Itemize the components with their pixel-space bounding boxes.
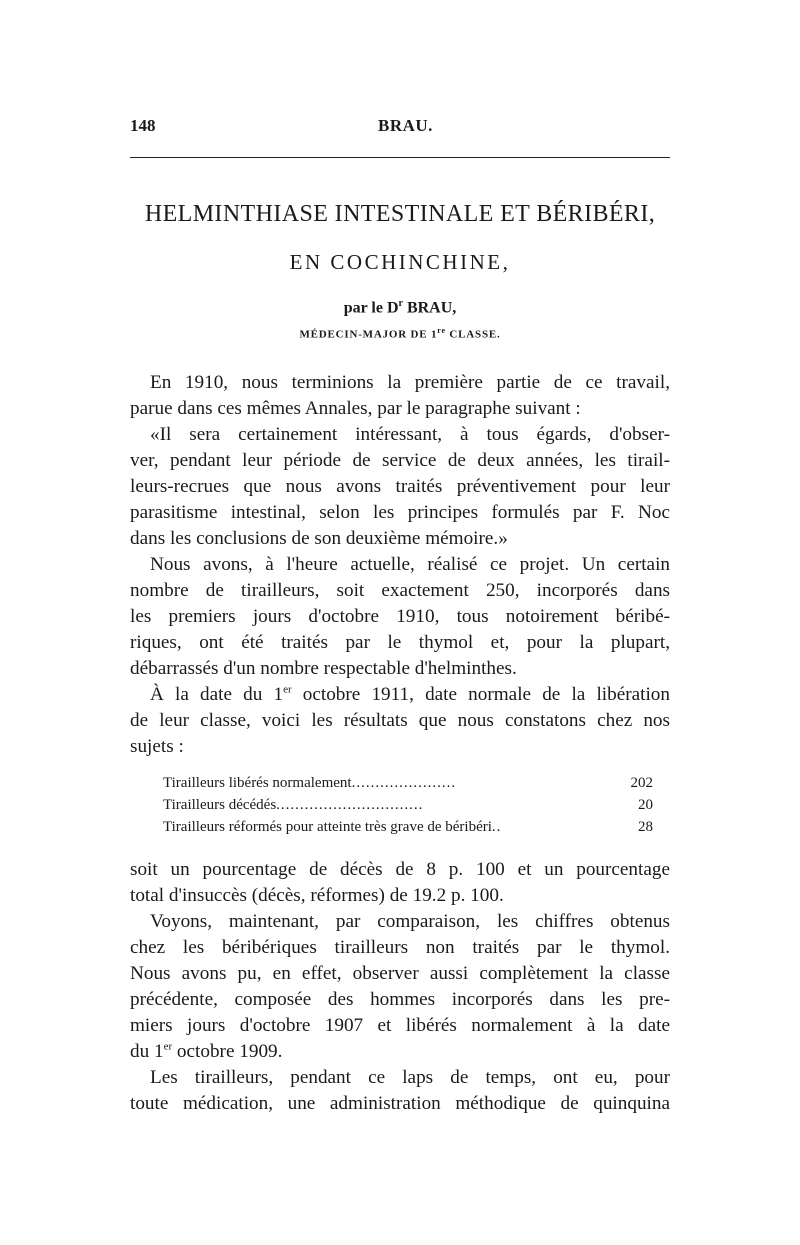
running-title: BRAU. bbox=[378, 116, 433, 135]
author-rank bbox=[130, 326, 670, 341]
row-value: 28 bbox=[638, 819, 653, 835]
table-row bbox=[163, 772, 653, 794]
paragraph-line: Nous avons, à l'heure actuelle, réalisé ce projet. Un certain bbox=[150, 554, 670, 575]
paragraph-line: En 1910, nous terminions la première partie de ce travail, bbox=[150, 372, 670, 393]
table-row bbox=[163, 816, 653, 838]
article-subtitle: EN COCHINCHINE, bbox=[289, 250, 511, 274]
paragraph-line: débarrassés d'un nombre respectable d'helminthes. bbox=[130, 658, 517, 679]
paragraph-line: toute médication, une administration méthodique de quinquina bbox=[130, 1093, 670, 1114]
paragraph-line: Nous avons pu, en effet, observer aussi complètement la classe bbox=[130, 963, 670, 984]
byline-prefix: par le D bbox=[343, 299, 399, 317]
quote-line: «Il sera certainement intéressant, à tous égards, d'obser- bbox=[150, 424, 670, 445]
row-value: 202 bbox=[630, 775, 653, 791]
row-label-text: Tirailleurs libérés normalement bbox=[163, 775, 352, 791]
date-suffix: octobre 1911, date normale de la libération bbox=[291, 684, 670, 705]
paragraph-line: riques, ont été traités par le thymol et, pour la plupart, bbox=[130, 632, 670, 653]
quote-line: ver, pendant leur période de service de deux années, les tirail- bbox=[130, 450, 670, 471]
paragraph-line: parue dans ces mêmes Annales, par le paragraphe suivant : bbox=[130, 398, 581, 419]
paragraph-line bbox=[130, 1040, 670, 1064]
paragraph-line: précédente, composée des hommes incorporés dans les pre- bbox=[130, 989, 670, 1010]
paragraph-line: nombre de tirailleurs, soit exactement 250, incorporés dans bbox=[130, 580, 670, 601]
row-label bbox=[163, 816, 593, 838]
article-title: HELMINTHIASE INTESTINALE ET BÉRIBÉRI, bbox=[144, 201, 656, 227]
leader-dots: ............................... bbox=[276, 797, 424, 813]
paragraph-line: total d'insuccès (décès, réformes) de 19.2 p. 100. bbox=[130, 885, 504, 906]
ordinal-sup: er bbox=[283, 683, 292, 696]
page-number: 148 bbox=[130, 116, 156, 135]
paragraph-line: sujets : bbox=[130, 736, 184, 757]
paragraph-line: de leur classe, voici les résultats que nous constatons chez nos bbox=[130, 710, 670, 731]
quote-line: leurs-recrues que nous avons traités préventivement pour leur bbox=[130, 476, 670, 497]
row-label bbox=[163, 772, 593, 794]
author-byline bbox=[130, 298, 670, 317]
paragraph-line: miers jours d'octobre 1907 et libérés normalement à la date bbox=[130, 1015, 670, 1036]
paragraph-line: Les tirailleurs, pendant ce laps de temps, ont eu, pour bbox=[150, 1067, 670, 1088]
paragraph-line: chez les béribériques tirailleurs non traités par le thymol. bbox=[130, 937, 670, 958]
leader-dots: .. bbox=[491, 819, 502, 835]
results-table bbox=[163, 772, 653, 838]
quote-line: parasitisme intestinal, selon les principes formulés par F. Noc bbox=[130, 502, 670, 523]
date-prefix: du 1 bbox=[130, 1041, 164, 1062]
row-label-text: Tirailleurs décédés bbox=[163, 797, 277, 813]
author-name: BRAU, bbox=[406, 299, 457, 317]
rank-suffix: CLASSE. bbox=[449, 328, 501, 341]
byline-sup: r bbox=[398, 298, 403, 309]
rank-prefix: MÉDECIN-MAJOR DE 1 bbox=[299, 328, 438, 341]
leader-dots: ...................... bbox=[351, 775, 457, 791]
row-value: 20 bbox=[638, 797, 653, 813]
paragraph-line: soit un pourcentage de décès de 8 p. 100 et un pourcentage bbox=[130, 859, 670, 880]
paragraph-line: les premiers jours d'octobre 1910, tous notoirement béribé- bbox=[130, 606, 670, 627]
date-suffix: octobre 1909. bbox=[172, 1041, 283, 1062]
row-label-text: Tirailleurs réformés pour atteinte très grave de béribéri bbox=[163, 819, 492, 835]
header-rule bbox=[130, 157, 670, 158]
table-row bbox=[163, 794, 653, 816]
paragraph-line bbox=[150, 683, 670, 707]
running-head bbox=[130, 116, 670, 144]
ordinal-sup: er bbox=[163, 1040, 173, 1053]
row-label bbox=[163, 794, 593, 816]
date-prefix: À la date du 1 bbox=[150, 684, 284, 705]
quote-line: dans les conclusions de son deuxième mémoire.» bbox=[130, 528, 508, 549]
paragraph-line: Voyons, maintenant, par comparaison, les chiffres obtenus bbox=[150, 911, 670, 932]
rank-sup: re bbox=[437, 326, 446, 335]
